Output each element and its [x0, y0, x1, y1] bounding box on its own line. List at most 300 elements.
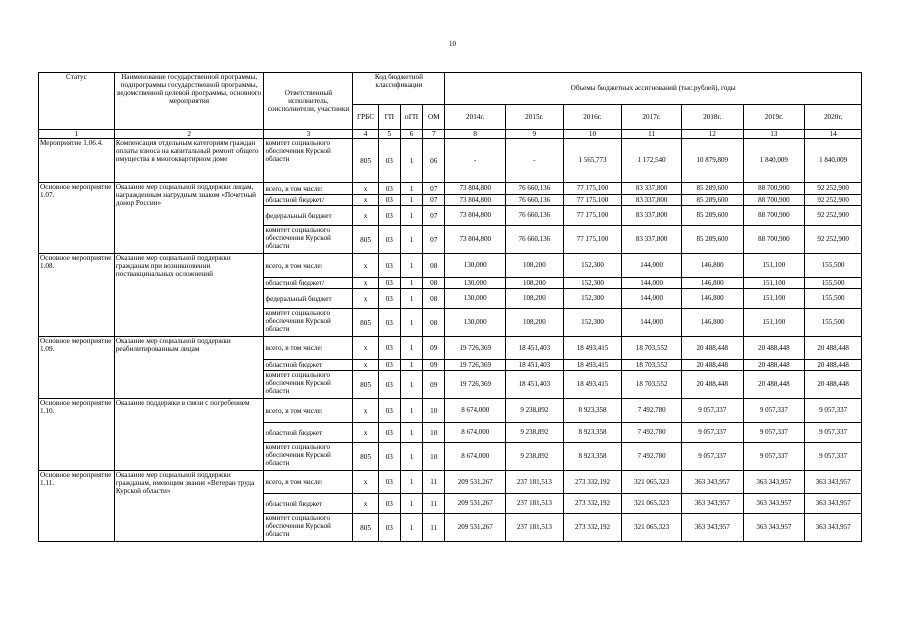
value-text: 363 343,957 [694, 523, 730, 532]
value-cell [681, 254, 743, 278]
value-text: 151,100 [762, 294, 786, 303]
value-text: 1 840,009 [819, 156, 848, 165]
value-cell [622, 254, 682, 278]
value-text: 9 057,337 [819, 452, 848, 461]
value-cell [681, 371, 743, 399]
value-cell [445, 494, 506, 514]
value-text: 18 493,415 [576, 343, 609, 352]
code-cell: 08 [423, 278, 445, 289]
value-text: 108,200 [522, 294, 546, 303]
executor-header: Ответственный исполнитель, соисполнители, участники [264, 73, 353, 130]
value-text: 18 703,552 [635, 380, 668, 389]
value-cell [445, 371, 506, 399]
value-text: 8 923,358 [578, 428, 607, 437]
code-cell: 03 [378, 399, 400, 423]
column-number: 13 [743, 130, 805, 139]
code-cell: 03 [378, 337, 400, 360]
value-text: 88 700,900 [758, 195, 790, 204]
value-cell [445, 423, 506, 443]
value-cell [743, 254, 805, 278]
status-cell: Основное мероприятие 1.10. [39, 399, 115, 471]
value-cell [622, 139, 682, 183]
value-cell [445, 360, 506, 371]
code-cell: 805 [353, 226, 378, 254]
value-text: 10 879,809 [696, 156, 728, 165]
value-text: 321 065,323 [634, 523, 670, 532]
value-text: 18 703,552 [635, 343, 668, 352]
executor-cell: областной бюджет [264, 360, 353, 371]
name-header: Наименование государственной программы, подпрограммы государственной программы, ведомственной целевой программы, основного мероприятия [114, 73, 264, 130]
value-cell [445, 206, 506, 226]
value-cell [805, 309, 862, 337]
value-cell [681, 494, 743, 514]
value-cell [805, 254, 862, 278]
value-text: 76 660,136 [518, 211, 551, 220]
column-number: 2 [114, 130, 264, 139]
column-number: 7 [423, 130, 445, 139]
table-row [39, 399, 862, 423]
value-cell [805, 195, 862, 206]
executor-cell: областной бюджет/ [264, 278, 353, 289]
code-cell: 1 [400, 423, 422, 443]
value-cell [563, 423, 622, 443]
code-cell: 07 [423, 183, 445, 195]
code-cell: x [353, 471, 378, 494]
value-text: 363 343,957 [756, 477, 792, 486]
code-cell: 03 [378, 226, 400, 254]
code-cell: x [353, 289, 378, 309]
status-cell: Основное мероприятие 1.09. [39, 337, 115, 399]
value-cell [563, 360, 622, 371]
value-text: 144,000 [640, 318, 663, 327]
budget-code-header: Код бюджетной классификации [353, 73, 445, 105]
value-text: 8 674,000 [461, 406, 490, 415]
value-cell [506, 423, 564, 443]
value-cell [622, 206, 682, 226]
code-cell: 1 [400, 289, 422, 309]
value-text: 77 175,100 [576, 235, 609, 244]
value-text: 1 840,009 [759, 156, 788, 165]
code-cell: 1 [400, 139, 422, 183]
value-text: 9 238,892 [520, 452, 549, 461]
value-cell [445, 254, 506, 278]
year-header: 2020г. [805, 105, 862, 130]
executor-cell: областной бюджет [264, 423, 353, 443]
code-cell: 08 [423, 309, 445, 337]
value-text: 19 726,369 [459, 380, 491, 389]
value-text: 152,300 [581, 294, 604, 303]
code-cell: 03 [378, 195, 400, 206]
value-cell [445, 226, 506, 254]
code-cell: 03 [378, 471, 400, 494]
value-cell [506, 183, 564, 195]
value-cell [805, 443, 862, 471]
value-cell [506, 139, 564, 183]
value-text: 85 289,600 [696, 195, 728, 204]
value-text: 88 700,900 [758, 184, 790, 193]
code-cell: 10 [423, 423, 445, 443]
value-text: 152,300 [581, 318, 604, 327]
code-cell: 06 [423, 139, 445, 183]
value-cell [681, 226, 743, 254]
executor-cell: всего, в том числе: [264, 471, 353, 494]
value-cell [805, 423, 862, 443]
code-cell: 1 [400, 443, 422, 471]
value-cell [445, 139, 506, 183]
value-cell [805, 371, 862, 399]
code-header: ГП [378, 105, 400, 130]
code-cell: 03 [378, 443, 400, 471]
value-cell [445, 514, 506, 542]
code-cell: 1 [400, 399, 422, 423]
year-header: 2015г. [506, 105, 564, 130]
value-text: 18 451,403 [518, 380, 551, 389]
value-cell [563, 254, 622, 278]
value-cell [506, 337, 564, 360]
value-cell [445, 278, 506, 289]
value-text: 9 057,337 [698, 452, 727, 461]
code-cell: 11 [423, 494, 445, 514]
value-text: 83 337,800 [635, 195, 668, 204]
column-number: 10 [563, 130, 622, 139]
table-row [39, 471, 862, 494]
executor-cell: всего, в том числе: [264, 399, 353, 423]
code-cell: 03 [378, 360, 400, 371]
value-cell [805, 494, 862, 514]
value-text: 92 252,900 [817, 211, 849, 220]
code-cell: 805 [353, 309, 378, 337]
value-cell [622, 309, 682, 337]
value-text: 8 674,000 [461, 452, 490, 461]
allocations-header: Объемы бюджетных ассигнований (тыс.рублей), годы [445, 73, 862, 105]
value-cell [622, 423, 682, 443]
value-cell [743, 399, 805, 423]
value-text: 237 181,513 [516, 499, 552, 508]
page-number: 10 [449, 40, 456, 48]
code-cell: 1 [400, 514, 422, 542]
value-cell [622, 278, 682, 289]
column-number: 4 [353, 130, 378, 139]
value-text: 20 488,448 [758, 380, 790, 389]
status-cell: Основное мероприятие 1.07. [39, 183, 115, 254]
value-text: 77 175,100 [576, 211, 609, 220]
column-number-row [39, 130, 862, 139]
value-cell [681, 195, 743, 206]
executor-cell: комитет социального обеспечения Курской области [264, 139, 353, 183]
value-cell [681, 183, 743, 195]
year-header: 2019г. [743, 105, 805, 130]
value-cell [622, 371, 682, 399]
code-cell: 07 [423, 226, 445, 254]
value-text: 130,000 [463, 294, 487, 303]
value-text: 18 493,415 [576, 360, 609, 369]
name-cell: Оказание мер социальной поддержки гражданам при возникновении поствакцинальных осложнений [114, 254, 264, 337]
code-cell: x [353, 254, 378, 278]
value-cell [563, 183, 622, 195]
value-text: 20 488,448 [758, 343, 790, 352]
value-text: 76 660,136 [518, 184, 551, 193]
value-cell [563, 471, 622, 494]
executor-cell: комитет социального обеспечения Курской области [264, 226, 353, 254]
table-row [39, 337, 862, 360]
value-text: 363 343,957 [756, 523, 792, 532]
year-header: 2017г. [622, 105, 682, 130]
value-text: 9 238,892 [520, 428, 549, 437]
value-cell [445, 337, 506, 360]
column-number: 3 [264, 130, 353, 139]
value-cell [563, 226, 622, 254]
value-text: 237 181,513 [516, 477, 552, 486]
column-number: 8 [445, 130, 506, 139]
executor-cell: федеральный бюджет [264, 206, 353, 226]
value-cell [681, 278, 743, 289]
value-text: 73 804,800 [459, 195, 491, 204]
value-cell [805, 278, 862, 289]
code-cell: 1 [400, 226, 422, 254]
value-cell [743, 514, 805, 542]
value-cell [743, 309, 805, 337]
code-cell: 11 [423, 514, 445, 542]
value-cell [563, 206, 622, 226]
value-text: 20 488,448 [696, 360, 728, 369]
value-text: 273 332,192 [574, 499, 610, 508]
year-header: 2016г. [563, 105, 622, 130]
value-text: 85 289,600 [696, 235, 728, 244]
value-cell [506, 206, 564, 226]
value-text: 7 492,780 [637, 406, 666, 415]
value-text: 76 660,136 [518, 235, 551, 244]
executor-cell: комитет социального обеспечения Курской области [264, 514, 353, 542]
value-cell [506, 309, 564, 337]
name-cell: Оказание мер социальной поддержки реабилитированным лицам [114, 337, 264, 399]
value-text: 155,500 [821, 278, 845, 287]
value-cell [506, 399, 564, 423]
value-text: 363 343,957 [756, 499, 792, 508]
table-row [39, 183, 862, 195]
value-text: 88 700,900 [758, 235, 790, 244]
code-cell: 03 [378, 278, 400, 289]
value-cell [506, 443, 564, 471]
value-cell [506, 494, 564, 514]
value-text: 273 332,192 [574, 477, 610, 486]
value-cell [805, 226, 862, 254]
value-cell [681, 139, 743, 183]
value-text: 144,000 [640, 261, 663, 270]
value-text: 76 660,136 [518, 195, 551, 204]
value-cell [563, 443, 622, 471]
value-text: 130,000 [463, 318, 487, 327]
value-text: 9 057,337 [759, 452, 788, 461]
value-text: 363 343,957 [815, 523, 851, 532]
value-text: - [533, 156, 536, 165]
code-cell: 1 [400, 278, 422, 289]
value-text: 8 923,358 [578, 406, 607, 415]
code-header: ГРБС [353, 105, 378, 130]
code-cell: 07 [423, 206, 445, 226]
value-text: 19 726,369 [459, 360, 491, 369]
code-cell: 03 [378, 206, 400, 226]
value-cell [506, 254, 564, 278]
code-cell: 1 [400, 254, 422, 278]
value-text: 18 703,552 [635, 360, 668, 369]
value-text: 73 804,800 [459, 211, 491, 220]
value-cell [622, 226, 682, 254]
code-cell: 1 [400, 183, 422, 195]
value-text: 321 065,323 [634, 477, 670, 486]
value-text: 108,200 [522, 278, 546, 287]
status-header: Статус [39, 73, 115, 130]
value-text: 363 343,957 [815, 477, 851, 486]
value-cell [681, 423, 743, 443]
value-text: 20 488,448 [817, 343, 849, 352]
value-text: 151,100 [762, 261, 786, 270]
value-cell [805, 360, 862, 371]
value-cell [622, 195, 682, 206]
code-cell: 805 [353, 443, 378, 471]
code-cell: 1 [400, 494, 422, 514]
value-text: 92 252,900 [817, 184, 849, 193]
value-text: 9 057,337 [759, 406, 788, 415]
value-cell [805, 399, 862, 423]
value-cell [622, 471, 682, 494]
code-cell: x [353, 360, 378, 371]
value-cell [743, 371, 805, 399]
value-cell [681, 360, 743, 371]
code-cell: 03 [378, 423, 400, 443]
value-cell [743, 195, 805, 206]
value-text: 19 726,369 [459, 343, 491, 352]
code-cell: 09 [423, 371, 445, 399]
value-cell [622, 494, 682, 514]
value-text: 9 057,337 [698, 406, 727, 415]
value-text: 77 175,100 [576, 184, 609, 193]
value-text: 85 289,600 [696, 184, 728, 193]
value-cell [506, 371, 564, 399]
status-cell: Мероприятие 1.06.4. [39, 139, 115, 183]
value-text: 20 488,448 [696, 380, 728, 389]
value-text: 20 488,448 [758, 360, 790, 369]
value-text: 237 181,513 [516, 523, 552, 532]
value-cell [563, 278, 622, 289]
value-cell [622, 514, 682, 542]
value-cell [681, 206, 743, 226]
name-cell: Оказание мер социальной поддержки лицам, награжденным нагрудным знаком «Почетный донор России» [114, 183, 264, 254]
code-cell: 08 [423, 289, 445, 309]
value-cell [805, 471, 862, 494]
value-text: 88 700,900 [758, 211, 790, 220]
code-cell: 07 [423, 195, 445, 206]
code-cell: x [353, 195, 378, 206]
value-text: 146,800 [700, 318, 724, 327]
value-cell [445, 309, 506, 337]
code-cell: 10 [423, 443, 445, 471]
value-text: 146,800 [700, 278, 724, 287]
column-number: 9 [506, 130, 564, 139]
value-cell [506, 471, 564, 494]
value-cell [622, 183, 682, 195]
code-cell: x [353, 278, 378, 289]
value-text: 92 252,900 [817, 195, 849, 204]
value-cell [506, 195, 564, 206]
value-text: 108,200 [522, 318, 546, 327]
value-text: 9 238,892 [520, 406, 549, 415]
value-cell [622, 289, 682, 309]
table-row [39, 139, 862, 183]
value-cell [622, 443, 682, 471]
value-cell [622, 360, 682, 371]
name-cell: Компенсация отдельным категориям граждан оплаты взноса на капитальный ремонт общего имущества в многоквартирном доме [114, 139, 264, 183]
value-cell [445, 443, 506, 471]
value-cell [743, 183, 805, 195]
status-cell: Основное мероприятие 1.08. [39, 254, 115, 337]
code-header: пГП [400, 105, 422, 130]
code-cell: 09 [423, 337, 445, 360]
value-cell [445, 471, 506, 494]
table-row [39, 254, 862, 278]
value-cell [563, 494, 622, 514]
code-cell: 805 [353, 139, 378, 183]
value-cell [622, 337, 682, 360]
value-text: 8 923,358 [578, 452, 607, 461]
value-text: 363 343,957 [815, 499, 851, 508]
value-text: 83 337,800 [635, 184, 668, 193]
value-cell [622, 399, 682, 423]
value-cell [506, 226, 564, 254]
value-cell [743, 423, 805, 443]
value-cell [743, 289, 805, 309]
value-cell [506, 278, 564, 289]
code-cell: 03 [378, 514, 400, 542]
value-text: 20 488,448 [696, 343, 728, 352]
value-text: 108,200 [522, 261, 546, 270]
value-cell [681, 289, 743, 309]
value-text: 363 343,957 [694, 477, 730, 486]
code-cell: x [353, 337, 378, 360]
value-text: 155,500 [821, 318, 845, 327]
value-cell [805, 183, 862, 195]
code-cell: 03 [378, 371, 400, 399]
column-number: 12 [681, 130, 743, 139]
value-text: 209 531,267 [457, 499, 493, 508]
value-text: 363 343,957 [694, 499, 730, 508]
budget-allocations-table [38, 72, 862, 542]
value-text: 152,300 [581, 278, 604, 287]
value-text: 9 057,337 [819, 406, 848, 415]
code-cell: 1 [400, 471, 422, 494]
executor-cell: комитет социального обеспечения Курской области [264, 309, 353, 337]
value-text: 73 804,800 [459, 235, 491, 244]
value-cell [563, 337, 622, 360]
code-cell: 1 [400, 309, 422, 337]
column-number: 1 [39, 130, 115, 139]
value-cell [563, 195, 622, 206]
executor-cell: областной бюджет/ [264, 195, 353, 206]
value-cell [681, 337, 743, 360]
value-text: 1 172,540 [637, 156, 666, 165]
value-text: 144,000 [640, 278, 663, 287]
value-text: 92 252,900 [817, 235, 849, 244]
value-cell [805, 337, 862, 360]
value-cell [805, 206, 862, 226]
executor-cell: федеральный бюджет [264, 289, 353, 309]
value-text: 152,300 [581, 261, 604, 270]
executor-cell: всего, в том числе: [264, 183, 353, 195]
value-cell [445, 399, 506, 423]
value-text: 273 332,192 [574, 523, 610, 532]
code-cell: 03 [378, 254, 400, 278]
code-cell: x [353, 423, 378, 443]
value-text: 146,800 [700, 294, 724, 303]
